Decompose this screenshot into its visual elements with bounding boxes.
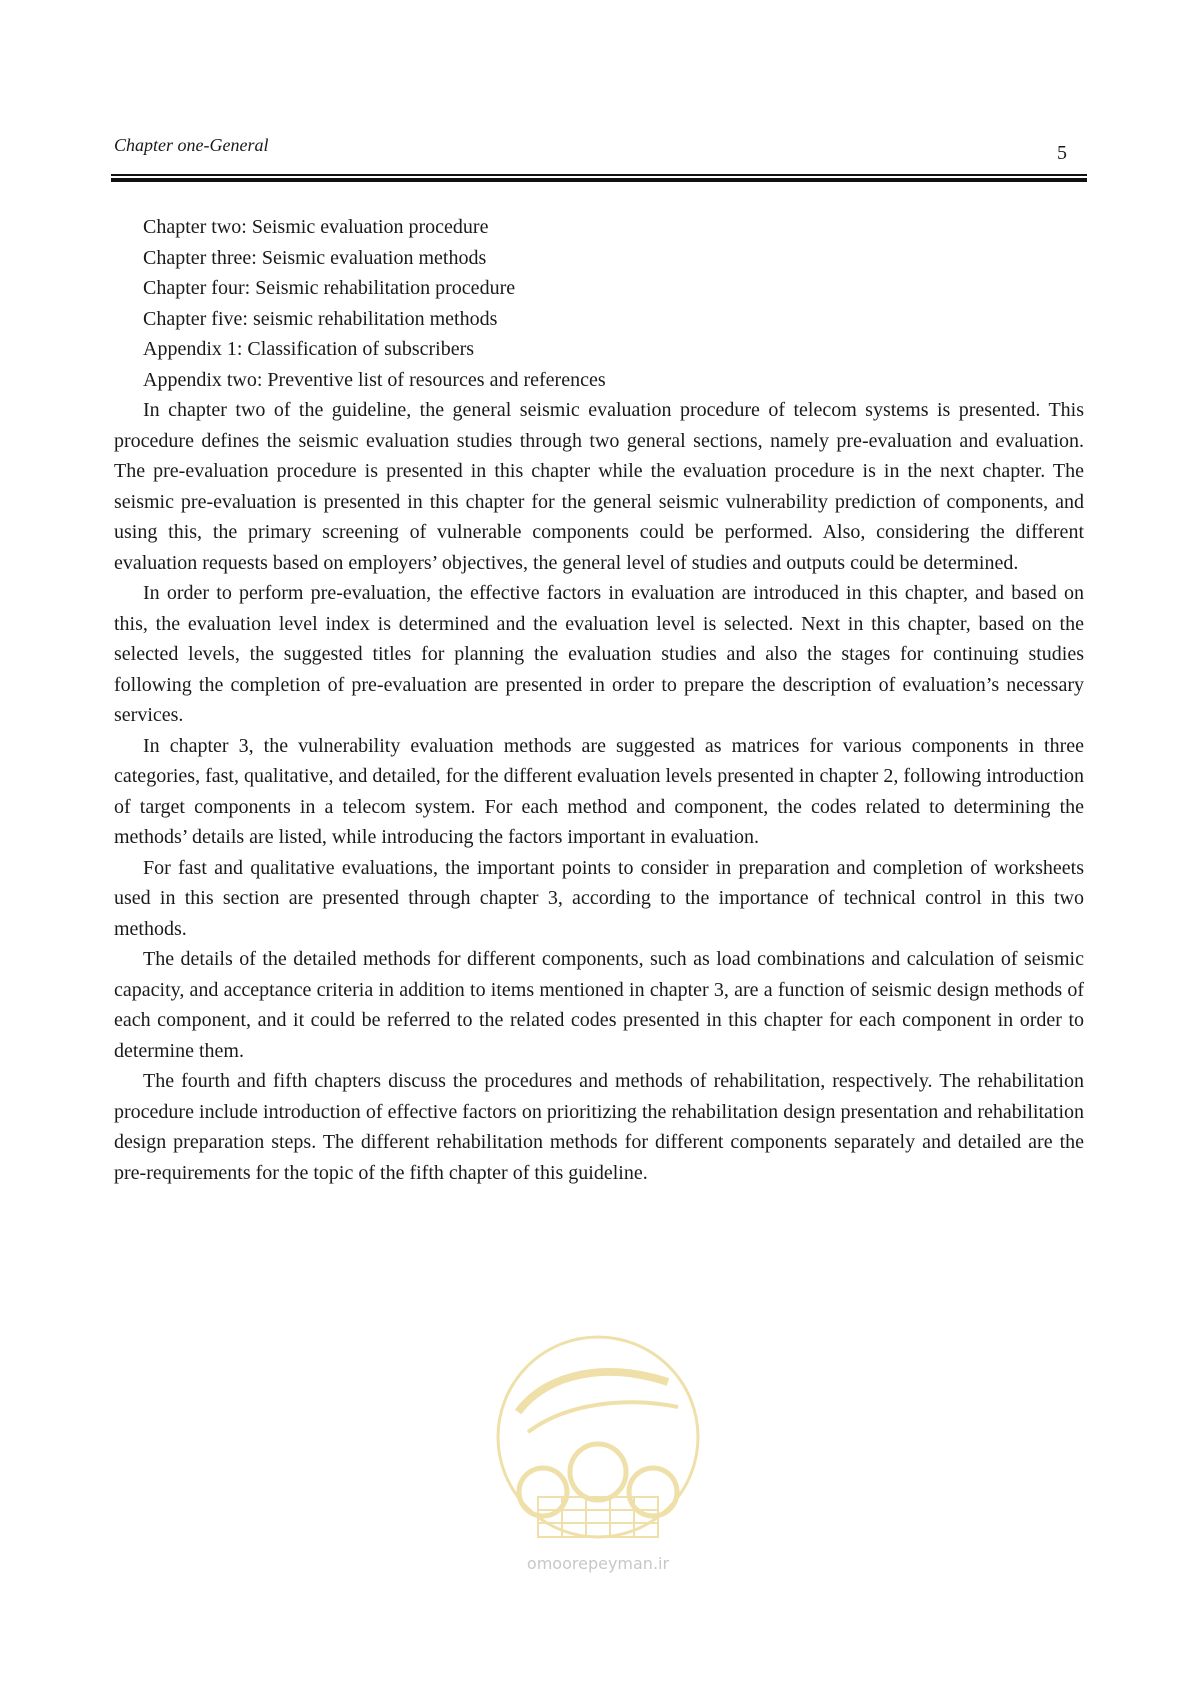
header-rule-thin: [111, 174, 1087, 176]
chapter-list-item: Appendix 1: Classification of subscribers: [143, 338, 475, 360]
chapter-list-item: Chapter five: seismic rehabilitation methods: [143, 307, 498, 330]
chapter-list-item: Chapter two: Seismic evaluation procedure: [143, 216, 489, 238]
body-paragraph: In chapter 3, the vulnerability evaluation methods are suggested as matrices for various components in three categories, fast, qualitative, and detailed, for the different evaluation levels presented in chapter 2, following introduction of target components in a telecom system. For each method and component, the codes related to determining the methods’ details are listed, while introducing the factors important in evaluation.: [114, 734, 1084, 848]
body-paragraph: In order to perform pre-evaluation, the effective factors in evaluation are introduced in this chapter, and based on this, the evaluation level index is determined and the evaluation level is selected. Next in this chapter, based on the selected levels, the suggested titles for planning the evaluation studies and also the stages for continuing studies following the completion of pre-evaluation are presented in order to prepare the description of evaluation’s necessary services.: [114, 582, 1084, 726]
header-rule-thick: [111, 178, 1087, 182]
chapter-list-item: Chapter three: Seismic evaluation methods: [143, 246, 487, 269]
chapter-list-item: Chapter four: Seismic rehabilitation procedure: [143, 277, 516, 299]
body-paragraph: In chapter two of the guideline, the general seismic evaluation procedure of telecom systems is presented. This procedure defines the seismic evaluation studies through two general sections, namely pre-evaluation and evaluation. The pre-evaluation procedure is presented in this chapter while the evaluation procedure is in the next chapter. The seismic pre-evaluation is presented in this chapter for the general seismic vulnerability prediction of components, and using this, the primary screening of vulnerable components could be performed. Also, considering the different evaluation requests based on employers’ objectives, the general level of studies and outputs could be determined.: [114, 399, 1084, 574]
watermark-logo-icon: [488, 1332, 708, 1547]
page-body: [114, 212, 1084, 1188]
watermark-url: omoorepeyman.ir: [526, 1554, 670, 1573]
body-paragraph: The fourth and fifth chapters discuss the procedures and methods of rehabilitation, respectively. The rehabilitation procedure include introduction of effective factors on prioritizing the rehabilitation design presentation and rehabilitation design preparation steps. The different rehabilitation methods for different components separately and detailed are the pre-requirements for the topic of the fifth chapter of this guideline.: [114, 1070, 1084, 1184]
body-paragraph: The details of the detailed methods for different components, such as load combinations and calculation of seismic capacity, and acceptance criteria in addition to items mentioned in chapter 3, are a function of seismic design methods of each component, and it could be referred to the related codes presented in this chapter for each component in order to determine them.: [114, 948, 1084, 1062]
watermark: [488, 1332, 708, 1582]
chapter-list-item: Appendix two: Preventive list of resources and references: [143, 368, 606, 391]
running-header-title: Chapter one-General: [114, 135, 269, 155]
body-paragraph: For fast and qualitative evaluations, the important points to consider in preparation and completion of worksheets used in this section are presented through chapter 3, according to the importance of technical control in this two methods.: [114, 856, 1084, 940]
page-number: 5: [1057, 142, 1067, 164]
